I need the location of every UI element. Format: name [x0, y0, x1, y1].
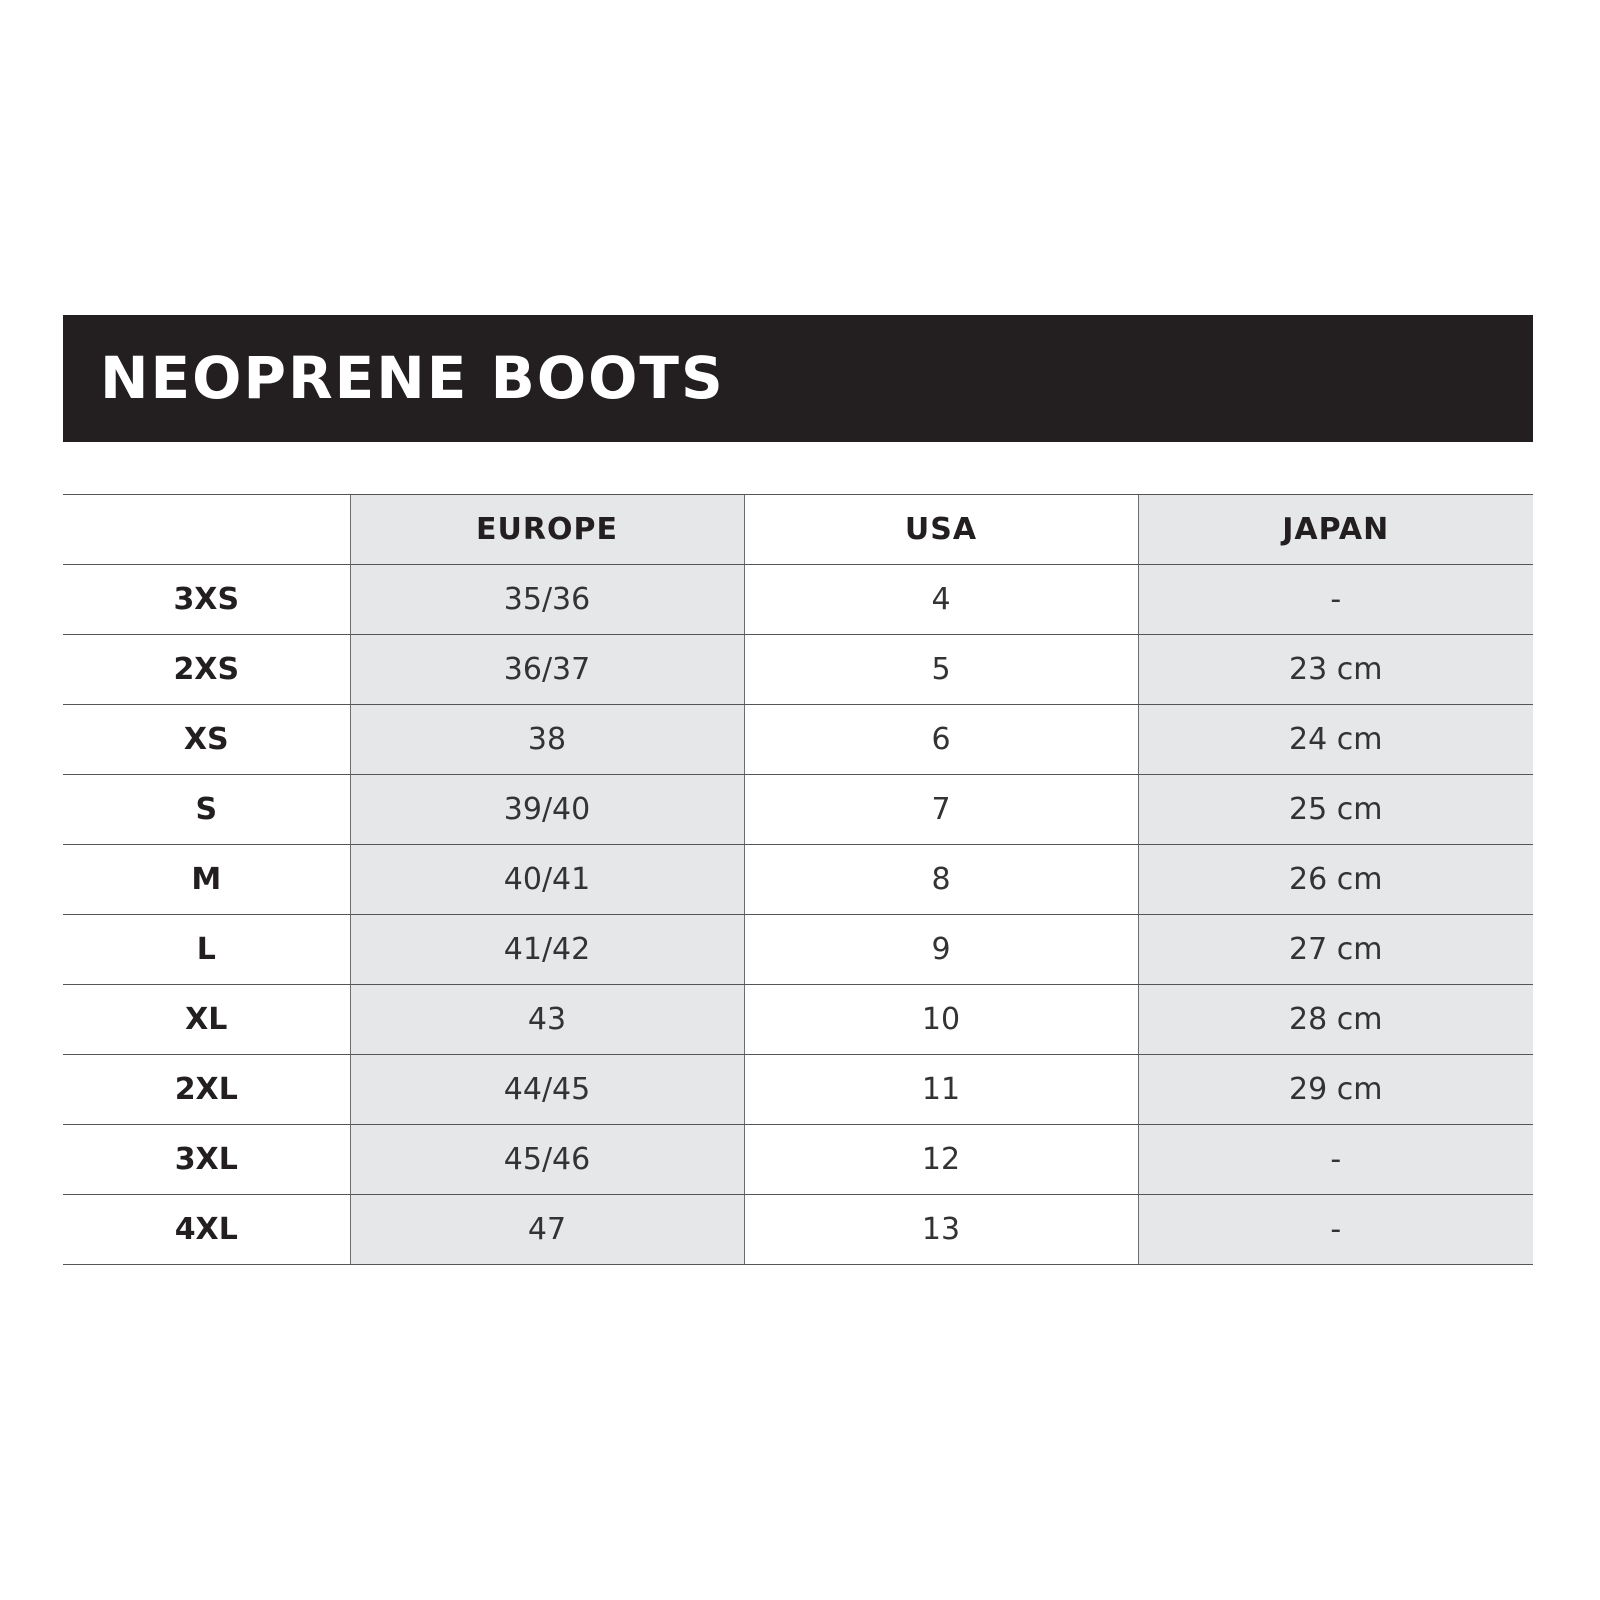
size-chart-table: [63, 494, 1533, 1265]
japan-size: 25 cm: [1138, 775, 1533, 845]
table-row: [63, 845, 1533, 915]
japan-size: 23 cm: [1138, 635, 1533, 705]
japan-size: 27 cm: [1138, 915, 1533, 985]
japan-size: 24 cm: [1138, 705, 1533, 775]
usa-size: 7: [744, 775, 1138, 845]
table-row: [63, 915, 1533, 985]
table-row: [63, 1195, 1533, 1265]
usa-size: 9: [744, 915, 1138, 985]
japan-size: 26 cm: [1138, 845, 1533, 915]
japan-size: 28 cm: [1138, 985, 1533, 1055]
size-label: 3XL: [63, 1125, 350, 1195]
table-row: [63, 705, 1533, 775]
table-row: [63, 1125, 1533, 1195]
japan-size: -: [1138, 1195, 1533, 1265]
japan-size: -: [1138, 565, 1533, 635]
table-row: [63, 635, 1533, 705]
europe-size: 41/42: [350, 915, 744, 985]
usa-size: 4: [744, 565, 1138, 635]
table-row: [63, 565, 1533, 635]
size-label: XS: [63, 705, 350, 775]
table-body: [63, 565, 1533, 1265]
usa-size: 8: [744, 845, 1138, 915]
size-label: 4XL: [63, 1195, 350, 1265]
europe-size: 38: [350, 705, 744, 775]
header-europe: EUROPE: [350, 495, 744, 565]
europe-size: 44/45: [350, 1055, 744, 1125]
size-label: S: [63, 775, 350, 845]
japan-size: 29 cm: [1138, 1055, 1533, 1125]
header-size: [63, 495, 350, 565]
japan-size: -: [1138, 1125, 1533, 1195]
size-label: 2XS: [63, 635, 350, 705]
usa-size: 11: [744, 1055, 1138, 1125]
europe-size: 43: [350, 985, 744, 1055]
table-row: [63, 985, 1533, 1055]
usa-size: 12: [744, 1125, 1138, 1195]
header-japan: JAPAN: [1138, 495, 1533, 565]
title-bar: [63, 315, 1533, 442]
page-title: NEOPRENE BOOTS: [100, 344, 725, 412]
size-label: 3XS: [63, 565, 350, 635]
table-header-row: [63, 495, 1533, 565]
europe-size: 40/41: [350, 845, 744, 915]
size-label: 2XL: [63, 1055, 350, 1125]
table-row: [63, 1055, 1533, 1125]
table-row: [63, 775, 1533, 845]
usa-size: 5: [744, 635, 1138, 705]
europe-size: 36/37: [350, 635, 744, 705]
size-label: XL: [63, 985, 350, 1055]
europe-size: 35/36: [350, 565, 744, 635]
europe-size: 47: [350, 1195, 744, 1265]
usa-size: 6: [744, 705, 1138, 775]
size-label: M: [63, 845, 350, 915]
header-usa: USA: [744, 495, 1138, 565]
usa-size: 10: [744, 985, 1138, 1055]
usa-size: 13: [744, 1195, 1138, 1265]
europe-size: 45/46: [350, 1125, 744, 1195]
europe-size: 39/40: [350, 775, 744, 845]
size-label: L: [63, 915, 350, 985]
